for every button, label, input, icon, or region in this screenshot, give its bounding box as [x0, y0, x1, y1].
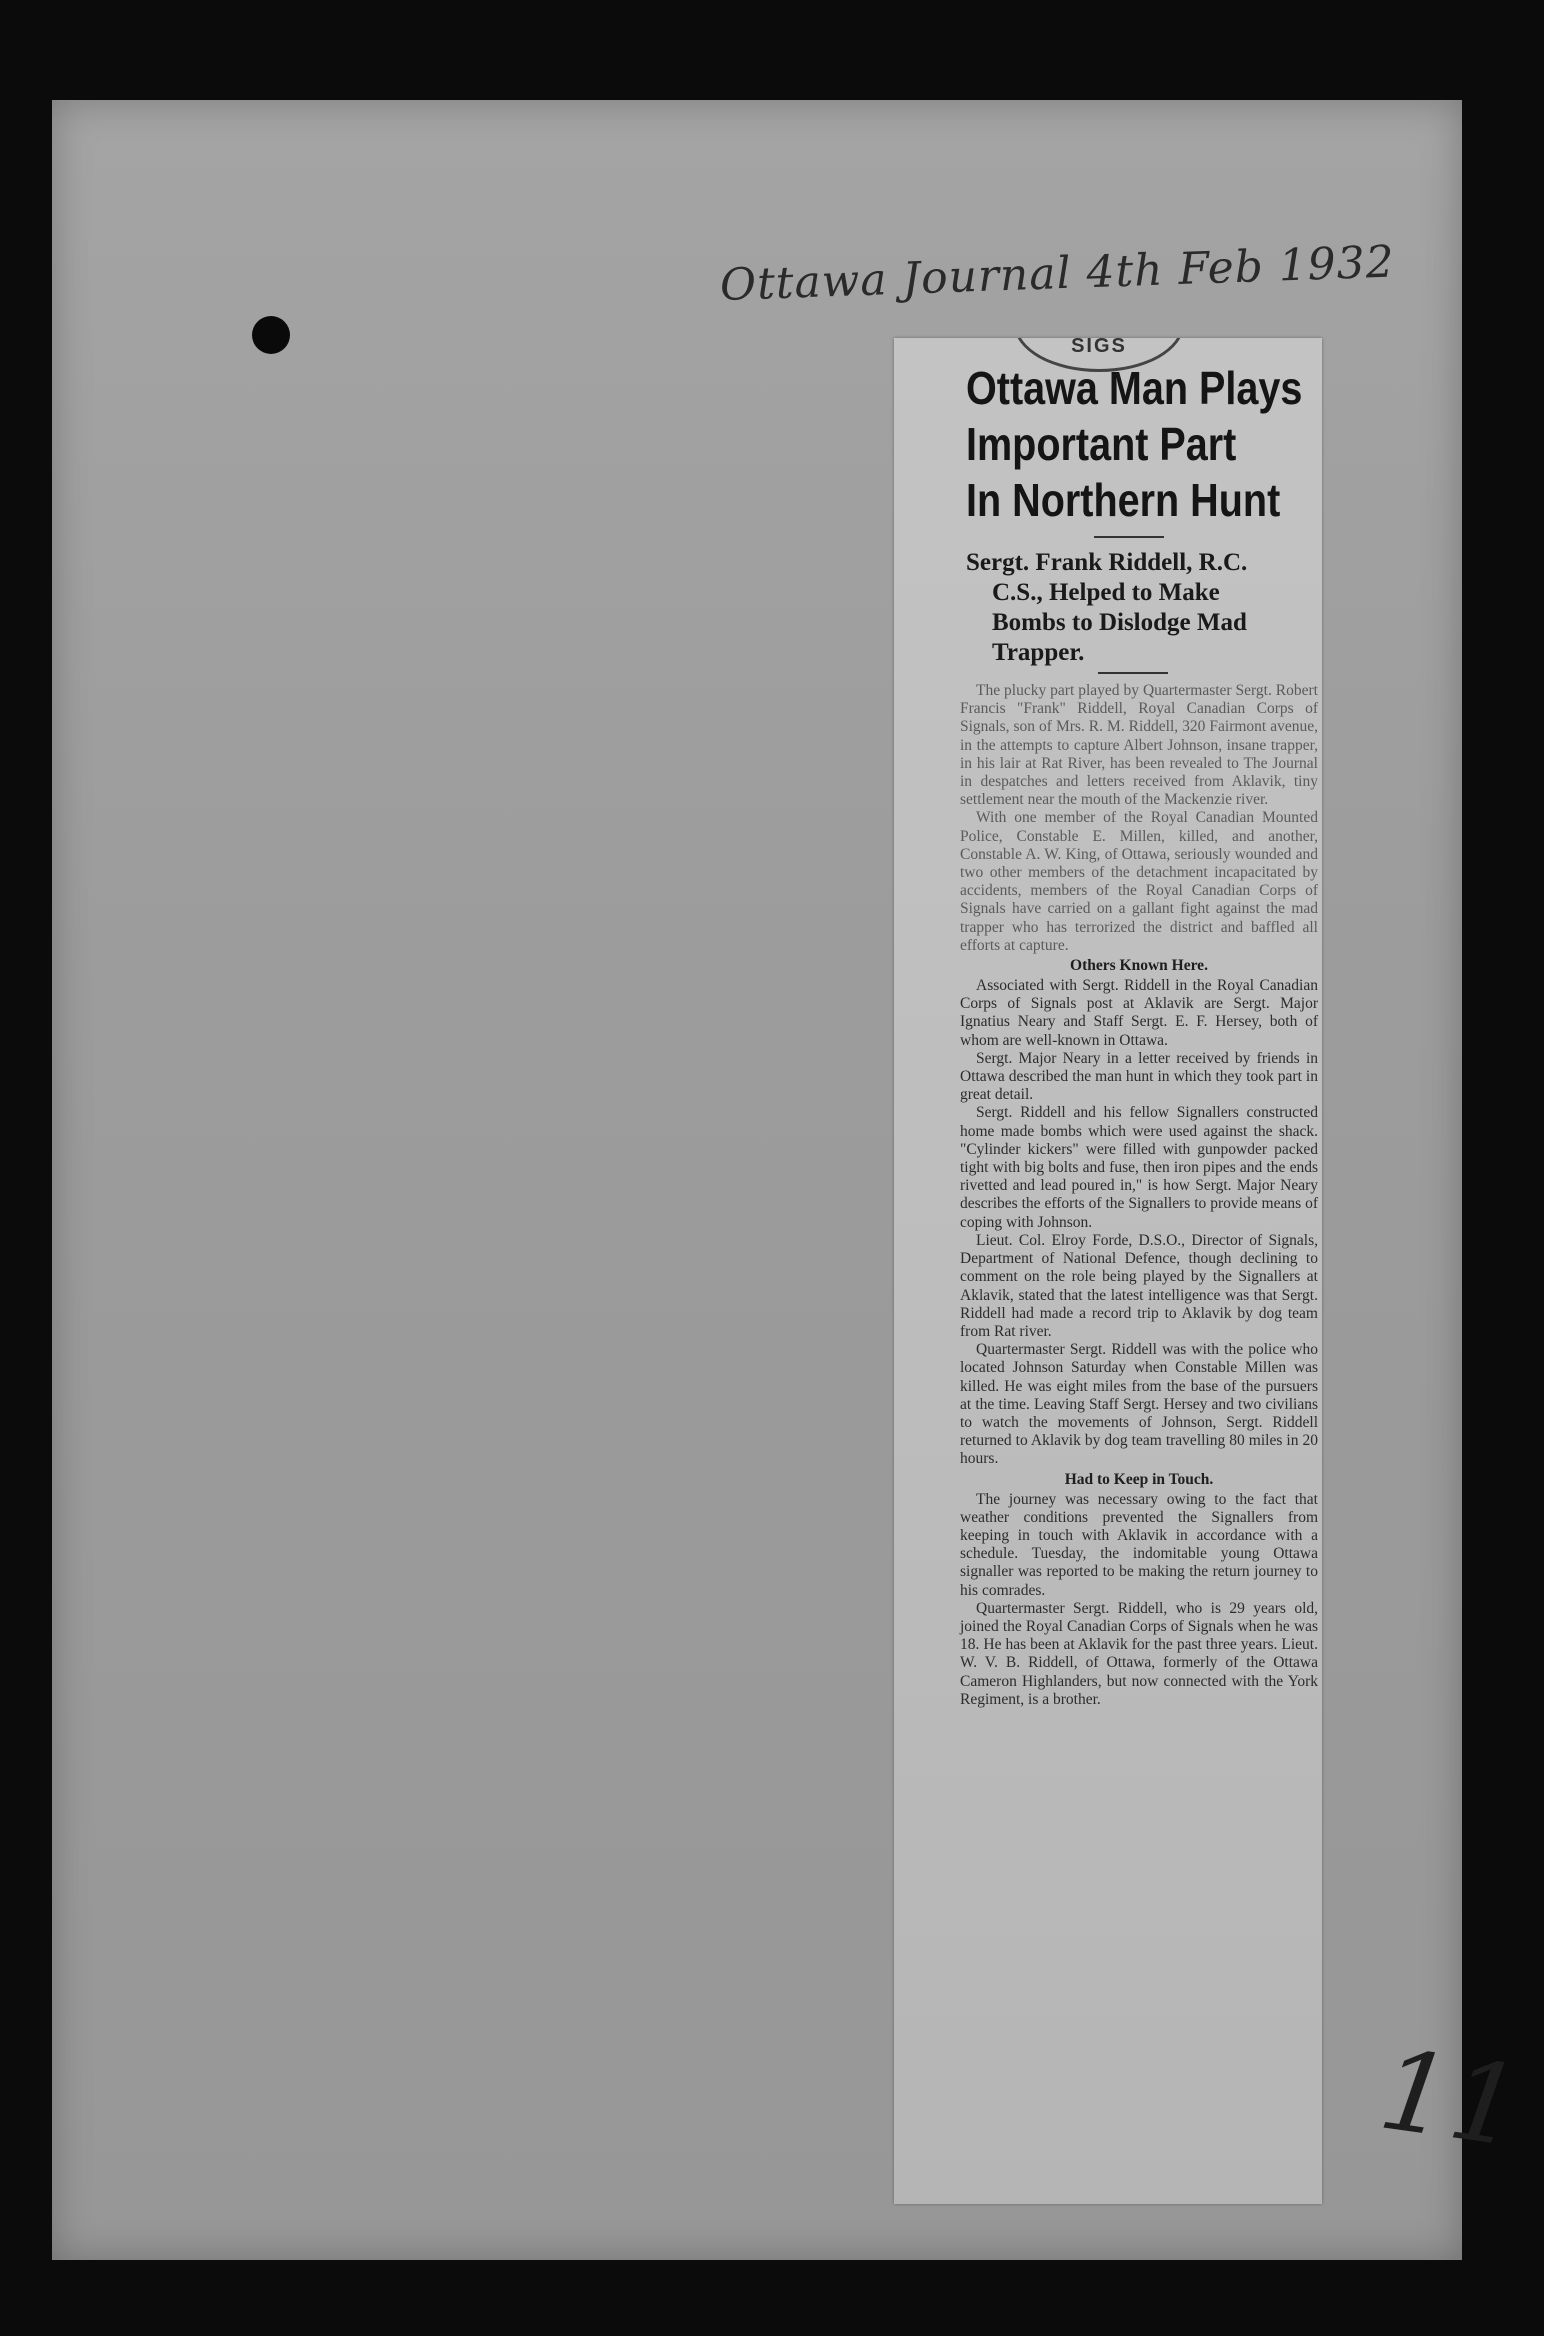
logo-stamp-text: SIGS [1071, 338, 1127, 357]
article-paragraph: The plucky part played by Quartermaster Sergt. Robert Francis "Frank" Riddell, Royal Canadian Corps of Signals, son of Mrs. R. M. Riddell, 320 Fairmont avenue, in the attempts to capture Albert Johnson, insane trapper, in his lair at Rat River, has been revealed to The Journal in despatches and letters received from Aklavik, tiny settlement near the mouth of the Mackenzie river. [960, 682, 1318, 809]
article-subheading: Had to Keep in Touch. [1064, 1470, 1214, 1488]
newspaper-clipping [894, 338, 1322, 2204]
headline-line: In Northern Hunt [966, 474, 1281, 526]
article-subheading: Others Known Here. [1070, 957, 1208, 975]
punch-hole [252, 316, 290, 354]
article-body [960, 682, 1318, 1709]
headline-line: Ottawa Man Plays [966, 362, 1303, 414]
article-paragraph: With one member of the Royal Canadian Mounted Police, Constable E. Millen, killed, and another, Constable A. W. King, of Ottawa, seriously wounded and two other members of the detachment incapacitated by accidents, members of the Royal Canadian Corps of Signals have carried on a gallant fight against the mad trapper who has terrorized the district and baffled all efforts at capture. [960, 809, 1318, 954]
article-paragraph: Lieut. Col. Elroy Forde, D.S.O., Director of Signals, Department of National Defence, though declining to comment on the role being played by the Signallers at Aklavik, stated that the latest intelligence was that Sergt. Riddell had made a record trip to Aklavik by dog team from Rat river. [960, 1231, 1318, 1340]
article-paragraph: Associated with Sergt. Riddell in the Royal Canadian Corps of Signals post at Aklavik are Sergt. Major Ignatius Neary and Staff Sergt. E. F. Hersey, both of whom are well-known in Ottawa. [960, 977, 1318, 1049]
subheadline-line: Bombs to Dislodge Mad [992, 609, 1247, 636]
headline [966, 360, 1303, 528]
divider-rule [1098, 672, 1168, 674]
subheadline-line: Trapper. [992, 639, 1085, 666]
article-paragraph: Quartermaster Sergt. Riddell was with the police who located Johnson Saturday when Constable Millen was killed. He was eight miles from the base of the pursuers at the time. Leaving Staff Sergt. Hersey and two civilians to watch the movements of Johnson, Sergt. Riddell returned to Aklavik by dog team travelling 80 miles in 20 hours. [960, 1341, 1318, 1468]
subheadline [966, 548, 1316, 668]
headline-line: Important Part [966, 418, 1237, 470]
article-paragraph: The journey was necessary owing to the fact that weather conditions prevented the Signallers from keeping in touch with Aklavik in accordance with a schedule. Tuesday, the indomitable young Ottawa signaller was reported to be making the return journey to his comrades. [960, 1490, 1318, 1599]
article-paragraph: Sergt. Riddell and his fellow Signallers constructed home made bombs which were used against the shack. "Cylinder kickers" were filled with gunpowder packed tight with big bolts and fuse, then iron pipes and the ends rivetted and lead poured in," is how Sergt. Major Neary describes the efforts of the Signallers to provide means of coping with Johnson. [960, 1104, 1318, 1231]
archive-sheet [52, 100, 1529, 2260]
subheadline-line: C.S., Helped to Make [992, 579, 1220, 606]
divider-rule [1094, 536, 1164, 538]
article-paragraph: Sergt. Major Neary in a letter received by friends in Ottawa described the man hunt in which they took part in great detail. [960, 1049, 1318, 1104]
handwritten-source-note: Ottawa Journal 4th Feb 1932 [719, 236, 1396, 312]
subheadline-line: Sergt. Frank Riddell, R.C. [966, 549, 1248, 576]
article-paragraph: Quartermaster Sergt. Riddell, who is 29 years old, joined the Royal Canadian Corps of Signals when he was 18. He has been at Aklavik for the past three years. Lieut. W. V. B. Riddell, of Ottawa, formerly of the Ottawa Cameron Highlanders, but now connected with the York Regiment, is a brother. [960, 1599, 1318, 1708]
handwritten-page-number: 11 [1372, 2025, 1529, 2172]
